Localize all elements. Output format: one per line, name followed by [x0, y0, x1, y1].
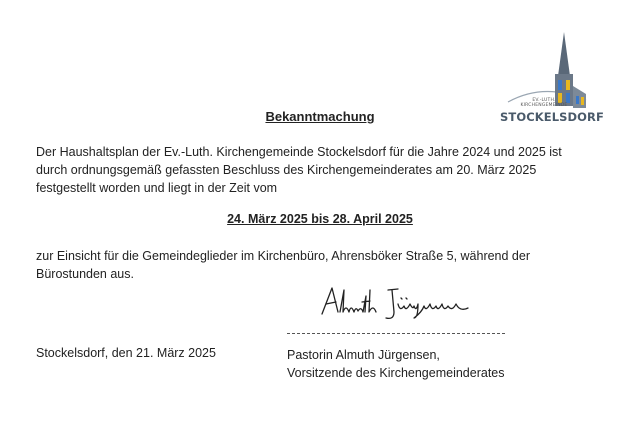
- page-title: Bekanntmachung: [265, 109, 375, 124]
- paragraph-1: [36, 143, 606, 197]
- date-range: 24. März 2025 bis 28. April 2025: [227, 212, 413, 226]
- logo-name: STOCKELSDORF: [500, 110, 604, 124]
- paragraph-1-line: festgestellt worden und liegt in der Zeit vom: [36, 181, 278, 195]
- handwritten-signature: [318, 282, 478, 322]
- paragraph-1-line: Der Haushaltsplan der Ev.-Luth. Kirchengemeinde Stockelsdorf für die Jahre 2024 und 2025 ist: [36, 145, 562, 159]
- logo-subtitle: EV.-LUTH. KIRCHENGEMEINDE: [520, 98, 568, 108]
- signer-role: Vorsitzende des Kirchengemeinderates: [287, 366, 505, 380]
- place-date: Stockelsdorf, den 21. März 2025: [36, 346, 216, 360]
- paragraph-1-line: durch ordnungsgemäß gefassten Beschluss des Kirchengemeinderates am 20. März 2025: [36, 163, 537, 177]
- paragraph-2-line: zur Einsicht für die Gemeindeglieder im Kirchenbüro, Ahrensböker Straße 5, während der: [36, 249, 531, 263]
- signer-name: Pastorin Almuth Jürgensen,: [287, 348, 440, 362]
- paragraph-2: [36, 247, 606, 283]
- paragraph-2-line: Bürostunden aus.: [36, 267, 134, 281]
- signer-block: [287, 346, 505, 382]
- signature-line: [287, 333, 505, 334]
